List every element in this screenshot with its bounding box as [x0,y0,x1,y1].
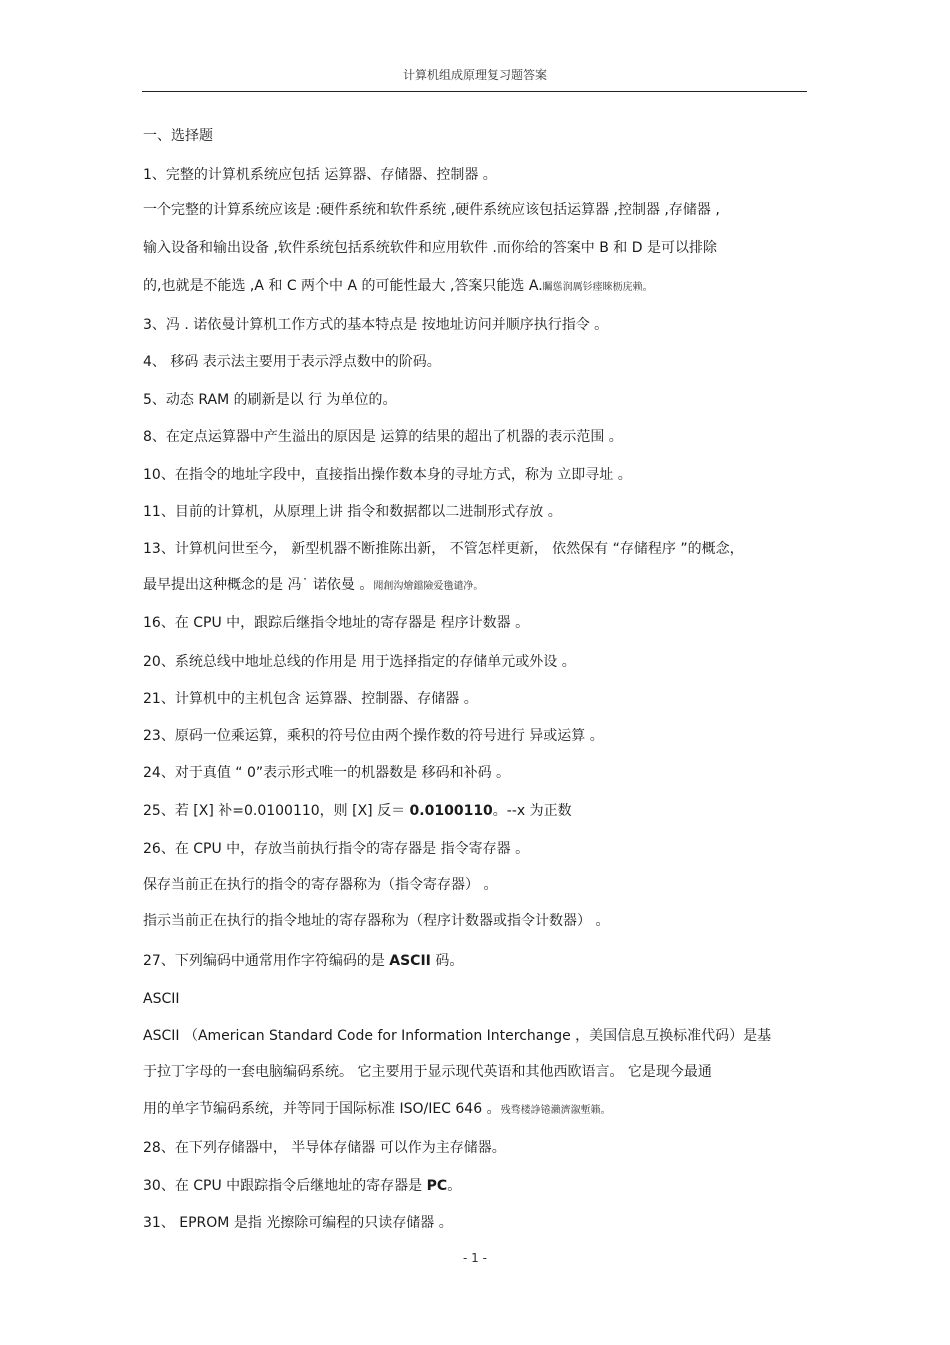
question-27 [143,952,463,970]
question-11: 11、目前的计算机，从原理上讲 指令和数据都以二进制形式存放 。 [143,504,562,520]
question-30-answer: PC [426,1178,448,1194]
question-26-explain-1: 保存当前正在执行的指令的寄存器称为（指令寄存器） 。 [143,877,498,893]
question-25 [143,802,572,820]
question-13-line-2 [143,576,483,596]
question-20: 20、系统总线中地址总线的作用是 用于选择指定的存储单元或外设 。 [143,654,576,670]
ascii-paragraph-3 [143,1100,611,1120]
question-13-text: 最早提出这种概念的是 冯˙ 诺依曼 。 [143,577,374,593]
question-30-text: 30、在 CPU 中跟踪指令后继地址的寄存器是 [143,1178,427,1194]
question-27-text: 27、下列编码中通常用作字符编码的是 [143,953,390,969]
page-header: 计算机组成原理复习题答案 [402,68,547,82]
ascii-paragraph-1: ASCII （American Standard Code for Information Interchange ，美国信息互换标准代码）是基 [143,1028,772,1044]
question-1-explain-3 [143,277,653,297]
header-rule [142,91,807,92]
question-4: 4、 移码 表示法主要用于表示浮点数中的阶码。 [143,354,441,370]
question-26: 26、在 CPU 中，存放当前执行指令的寄存器是 指令寄存器 。 [143,841,530,857]
question-1: 1、完整的计算机系统应包括 运算器、存储器、控制器 。 [143,167,497,183]
ascii-paragraph-2: 于拉丁字母的一套电脑编码系统。 它主要用于显示现代英语和其他西欧语言。 它是现今最通 [143,1064,712,1080]
question-23: 23、原码一位乘运算，乘积的符号位由两个操作数的符号进行 异或运算 。 [143,728,604,744]
question-25-note: 。--x 为正数 [492,803,572,819]
question-3: 3、冯 . 诺依曼计算机工作方式的基本特点是 按地址访问并顺序执行指令 。 [143,317,609,333]
question-27-answer: ASCII [389,953,431,969]
garbled-note: 残骛楼諍锩瀨濟溆塹籟。 [500,1105,611,1116]
question-25-text: 25、若 [X] 补=0.0100110，则 [X] 反＝ [143,803,410,819]
question-24: 24、对于真值 “ 0”表示形式唯一的机器数是 移码和补码 。 [143,765,511,781]
question-1-explain-2: 输入设备和输出设备 ,软件系统包括系统软件和应用软件 .而你给的答案中 B 和 D 是可以排除 [143,240,717,256]
question-16: 16、在 CPU 中，跟踪后继指令地址的寄存器是 程序计数器 。 [143,615,530,631]
question-25-answer: 0.0100110 [409,803,493,819]
question-10: 10、在指令的地址字段中，直接指出操作数本身的寻址方式，称为 立即寻址 。 [143,467,632,483]
question-1-explain-1: 一个完整的计算系统应该是 :硬件系统和软件系统 ,硬件系统应该包括运算器 ,控制器 ,存储器 , [143,202,720,218]
garbled-note: 聞創沟燴鐺險爱氇谴净。 [373,581,484,592]
question-13-line-1: 13、计算机问世至今， 新型机器不断推陈出新， 不管怎样更新， 依然保有 “存储程序 ”的概念， [143,541,744,557]
garbled-note: 矚慫润厲钐瘗睞枥庑赖。 [542,282,653,293]
question-21: 21、计算机中的主机包含 运算器、控制器、存储器 。 [143,691,478,707]
question-28: 28、在下列存储器中， 半导体存储器 可以作为主存储器。 [143,1140,506,1156]
question-26-explain-2: 指示当前正在执行的指令地址的寄存器称为（程序计数器或指令计数器） 。 [143,913,610,929]
question-27-suffix: 码。 [430,953,464,969]
question-30 [143,1177,461,1195]
page-number: - 1 - [463,1251,487,1265]
question-31: 31、 EPROM 是指 光擦除可编程的只读存储器 。 [143,1215,453,1231]
explain-text: 的,也就是不能选 ,A 和 C 两个中 A 的可能性最大 ,答案只能选 A. [143,278,543,294]
question-30-suffix: 。 [447,1178,462,1194]
question-5: 5、动态 RAM 的刷新是以 行 为单位的。 [143,392,397,408]
question-8: 8、在定点运算器中产生溢出的原因是 运算的结果的超出了机器的表示范围 。 [143,429,623,445]
ascii-text: 用的单字节编码系统，并等同于国际标准 ISO/IEC 646 。 [143,1101,501,1117]
ascii-heading: ASCII [143,991,180,1007]
section-title: 一、选择题 [143,128,213,144]
